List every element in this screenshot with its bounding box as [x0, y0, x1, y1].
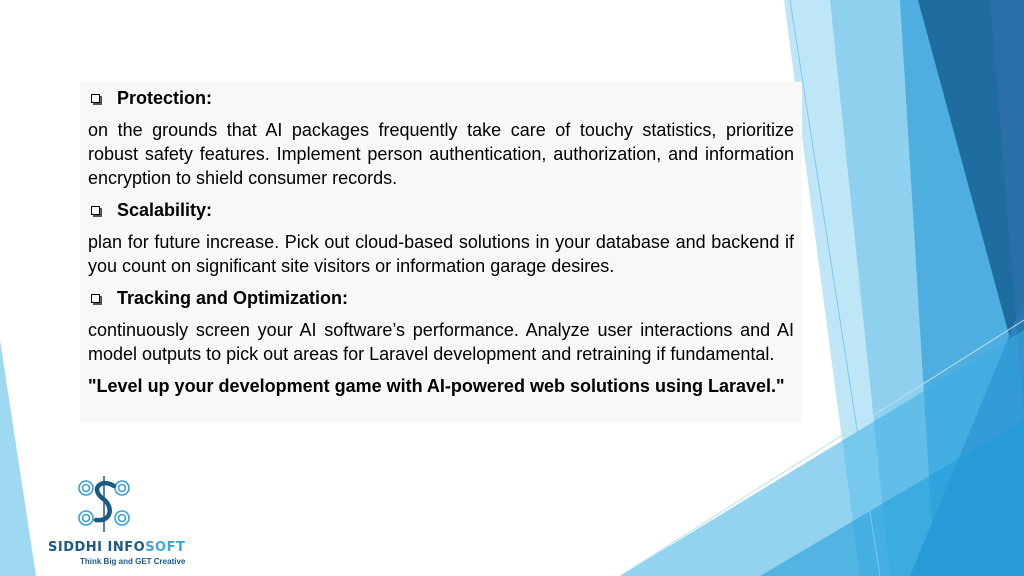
section-heading: Protection: — [117, 88, 213, 108]
square-bullet-icon — [91, 294, 100, 303]
section-heading-row — [88, 86, 794, 110]
section-body: continuously screen your AI software’s performance. Analyze user interactions and AI model outputs to pick out areas for Laravel development and retraining if fundamental. — [88, 320, 794, 364]
section-heading-row — [88, 286, 794, 310]
section-heading: Tracking and Optimization: — [117, 288, 349, 308]
section-body: on the grounds that AI packages frequently take care of touchy statistics, prioritize robust safety features. Implement person authentication, authorization, and information encryption to shield consumer records. — [88, 120, 794, 188]
closing-quote: "Level up your development game with AI-powered web solutions using Laravel." — [88, 376, 785, 396]
swirl-s-logo-icon — [72, 474, 136, 534]
company-logo — [48, 472, 186, 572]
section-heading: Scalability: — [117, 200, 213, 220]
company-name-part1: SIDDHI INFO — [48, 540, 146, 555]
section-body: plan for future increase. Pick out cloud-based solutions in your database and backend if you count on significant site visitors or information garage desires. — [88, 232, 794, 276]
company-tagline: Think Big and GET Creative — [80, 557, 186, 566]
company-name-part2: SOFT — [145, 540, 186, 555]
left-sliver-shape — [0, 340, 36, 576]
slide-content — [88, 86, 794, 398]
square-bullet-icon — [91, 206, 100, 215]
square-bullet-icon — [91, 94, 100, 103]
section-heading-row — [88, 198, 794, 222]
company-name — [48, 540, 185, 555]
